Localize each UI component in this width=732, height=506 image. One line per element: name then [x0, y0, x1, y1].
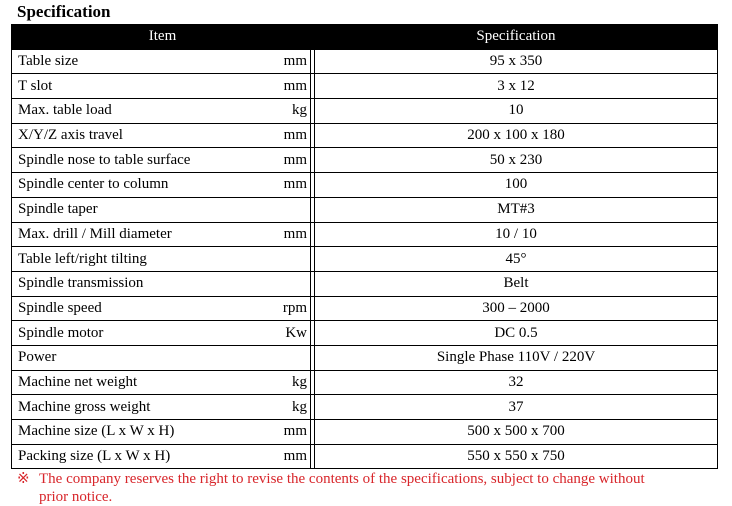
unit-label: kg [292, 398, 307, 415]
item-cell [12, 198, 310, 223]
item-label: Max. drill / Mill diameter [18, 225, 172, 242]
spec-value-cell: Belt [315, 272, 717, 297]
table-row [12, 74, 717, 99]
unit-label: kg [292, 373, 307, 390]
disclaimer-note [17, 470, 707, 506]
table-row [12, 247, 717, 272]
spec-value-cell: 100 [315, 173, 717, 198]
header-spec: Specification [315, 25, 717, 50]
item-cell [12, 124, 310, 149]
unit-label: mm [283, 127, 307, 144]
item-cell [12, 272, 310, 297]
item-label: Power [18, 349, 57, 366]
table-row [12, 124, 717, 149]
spec-value-cell: MT#3 [315, 198, 717, 223]
item-label: Machine size (L x W x H) [18, 423, 175, 440]
unit-label: mm [283, 225, 307, 242]
unit-label: mm [283, 423, 307, 440]
item-label: Spindle nose to table surface [18, 151, 191, 168]
spec-value-cell: 10 [315, 99, 717, 124]
table-row [12, 272, 717, 297]
table-row [12, 99, 717, 124]
item-label: X/Y/Z axis travel [18, 127, 123, 144]
item-cell [12, 371, 310, 396]
spec-value-cell: 3 x 12 [315, 74, 717, 99]
item-label: Machine gross weight [18, 398, 151, 415]
item-cell [12, 321, 310, 346]
table-row [12, 173, 717, 198]
item-cell [12, 148, 310, 173]
unit-label: kg [292, 102, 307, 119]
item-label: Table size [18, 53, 79, 70]
table-row [12, 445, 717, 469]
table-row [12, 148, 717, 173]
table-header-row [12, 25, 717, 50]
item-cell [12, 223, 310, 248]
table-row [12, 297, 717, 322]
unit-label: mm [283, 176, 307, 193]
disclaimer-text-1: The company reserves the right to revise the contents of the specifications, subject to change without [39, 471, 645, 487]
spec-value-cell: 32 [315, 371, 717, 396]
unit-label: mm [283, 77, 307, 94]
page-title: Specification [17, 2, 111, 21]
disclaimer-line-1 [17, 470, 707, 488]
table-row [12, 371, 717, 396]
item-label: Max. table load [18, 102, 112, 119]
spec-value-cell: 45° [315, 247, 717, 272]
item-cell [12, 173, 310, 198]
table-row [12, 223, 717, 248]
spec-value-cell: Single Phase 110V / 220V [315, 346, 717, 371]
header-item [12, 25, 310, 50]
reference-mark-icon: ※ [17, 471, 30, 487]
item-cell [12, 74, 310, 99]
spec-value-cell: 500 x 500 x 700 [315, 420, 717, 445]
item-label: Spindle speed [18, 299, 102, 316]
unit-label: mm [283, 53, 307, 70]
item-cell [12, 247, 310, 272]
item-label: Spindle center to column [18, 176, 169, 193]
item-label: Spindle taper [18, 201, 98, 218]
unit-label: Kw [285, 324, 307, 341]
item-label: T slot [18, 77, 53, 94]
spec-value-cell: 50 x 230 [315, 148, 717, 173]
item-cell [12, 50, 310, 75]
specification-table [11, 24, 718, 469]
table-row [12, 198, 717, 223]
table-row [12, 321, 717, 346]
table-body [12, 50, 717, 469]
spec-value-cell: 300 – 2000 [315, 297, 717, 322]
item-label: Spindle motor [18, 324, 104, 341]
spec-value-cell: 200 x 100 x 180 [315, 124, 717, 149]
spec-value-cell: 95 x 350 [315, 50, 717, 75]
item-cell [12, 420, 310, 445]
unit-label: rpm [282, 299, 307, 316]
table-row [12, 50, 717, 75]
header-item-label: Item [148, 28, 177, 45]
item-cell [12, 395, 310, 420]
spec-value-cell: 10 / 10 [315, 223, 717, 248]
item-label: Table left/right tilting [18, 250, 147, 267]
item-label: Packing size (L x W x H) [18, 448, 171, 465]
table-row [12, 346, 717, 371]
item-label: Spindle transmission [18, 275, 144, 292]
item-label: Machine net weight [18, 373, 138, 390]
item-cell [12, 99, 310, 124]
table-row [12, 395, 717, 420]
item-cell [12, 346, 310, 371]
unit-label: mm [283, 448, 307, 465]
disclaimer-text-2: prior notice. [39, 489, 113, 505]
item-cell [12, 297, 310, 322]
unit-label: mm [283, 151, 307, 168]
item-cell [12, 445, 310, 469]
table-row [12, 420, 717, 445]
spec-value-cell: 550 x 550 x 750 [467, 448, 565, 465]
spec-value-cell: DC 0.5 [315, 321, 717, 346]
spec-value-cell: 37 [315, 395, 717, 420]
